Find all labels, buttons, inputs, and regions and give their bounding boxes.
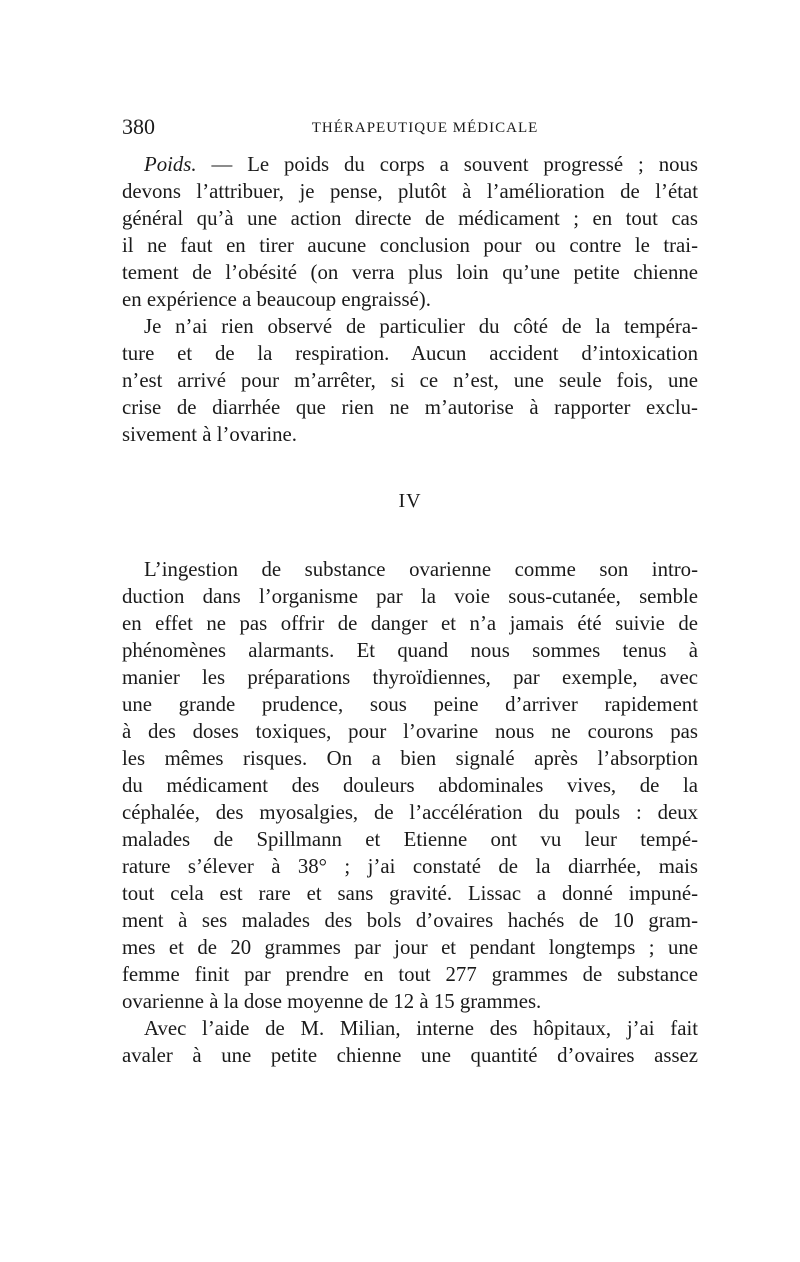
lead-term: Poids.: [144, 153, 197, 176]
text-line: ovarienne à la dose moyenne de 12 à 15 grammes.: [122, 990, 542, 1013]
text-line: à des doses toxiques, pour l’ovarine nous ne courons pas: [122, 720, 698, 743]
text-line: du médicament des douleurs abdominales vives, de la: [122, 774, 698, 797]
section-heading: IV: [398, 490, 422, 512]
text-line: en effet ne pas offrir de danger et n’a jamais été suivie de: [122, 612, 698, 635]
text-line: femme finit par prendre en tout 277 grammes de substance: [122, 963, 698, 986]
text-line: céphalée, des myosalgies, de l’accélération du pouls : deux: [122, 801, 698, 824]
text-line: Poids. — Le poids du corps a souvent progressé ; nous: [144, 153, 698, 176]
page-number: 380: [122, 114, 155, 139]
text-line: tement de l’obésité (on verra plus loin qu’une petite chienne: [122, 261, 698, 284]
text-line: L’ingestion de substance ovarienne comme son intro-: [144, 558, 698, 581]
text-line: n’est arrivé pour m’arrêter, si ce n’est, une seule fois, une: [122, 369, 698, 392]
running-head: [122, 112, 698, 142]
text-line: ment à ses malades des bols d’ovaires hachés de 10 gram-: [122, 909, 698, 932]
text-line: crise de diarrhée que rien ne m’autorise à rapporter exclu-: [122, 396, 698, 419]
paragraph-experiment: [122, 1015, 698, 1069]
text-line: avaler à une petite chienne une quantité d’ovaires assez: [122, 1044, 698, 1067]
paragraph-ingestion: [122, 556, 698, 1015]
text-line: devons l’attribuer, je pense, plutôt à l’amélioration de l’état: [122, 180, 698, 203]
text-line: mes et de 20 grammes par jour et pendant longtemps ; une: [122, 936, 698, 959]
text-line: sivement à l’ovarine.: [122, 423, 297, 446]
text-line: il ne faut en tirer aucune conclusion pour ou contre le trai-: [122, 234, 698, 257]
text-line: manier les préparations thyroïdiennes, par exemple, avec: [122, 666, 698, 689]
text-line: Je n’ai rien observé de particulier du côté de la tempéra-: [144, 315, 698, 338]
text-line: rature s’élever à 38° ; j’ai constaté de la diarrhée, mais: [122, 855, 698, 878]
text-line: tout cela est rare et sans gravité. Lissac a donné impuné-: [122, 882, 698, 905]
text-line: ture et de la respiration. Aucun accident d’intoxication: [122, 342, 698, 365]
text-line: Avec l’aide de M. Milian, interne des hôpitaux, j’ai fait: [144, 1017, 698, 1040]
text-line: phénomènes alarmants. Et quand nous sommes tenus à: [122, 639, 698, 662]
text-line: duction dans l’organisme par la voie sous-cutanée, semble: [122, 585, 698, 608]
text-line: malades de Spillmann et Etienne ont vu leur tempé-: [122, 828, 698, 851]
text-line: une grande prudence, sous peine d’arriver rapidement: [122, 693, 698, 716]
running-title: THÉRAPEUTIQUE MÉDICALE: [311, 120, 539, 136]
text-line: général qu’à une action directe de médicament ; en tout cas: [122, 207, 698, 230]
paragraph-poids: [122, 151, 698, 313]
text-line: les mêmes risques. On a bien signalé après l’absorption: [122, 747, 698, 770]
text-line: en expérience a beaucoup engraissé).: [122, 288, 431, 311]
paragraph-observations: [122, 313, 698, 448]
